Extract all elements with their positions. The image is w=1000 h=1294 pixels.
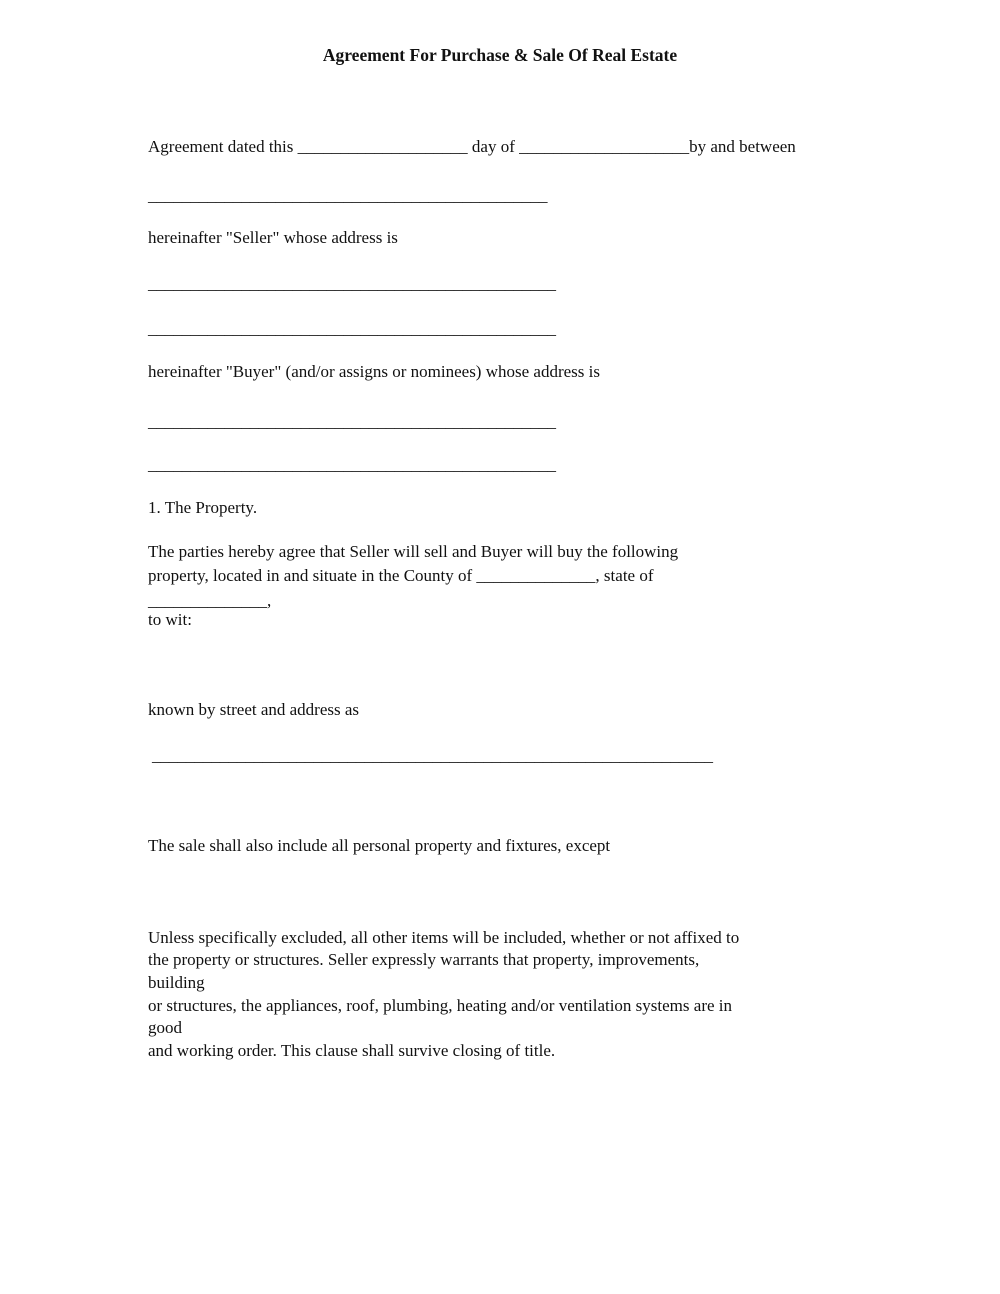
state-blank: ______________, [148, 591, 272, 610]
buyer-address-blank-1: ________________________________________________ [148, 412, 556, 431]
property-paragraph-line-2: property, located in and situate in the County of ______________, state of [148, 566, 654, 585]
closing-paragraph-line-1: Unless specifically excluded, all other items will be included, whether or not affixed to [148, 928, 740, 947]
seller-address-blank-2: ________________________________________________ [148, 319, 556, 338]
closing-paragraph-line-5: good [148, 1018, 182, 1037]
buyer-address-blank-2: ________________________________________________ [148, 455, 556, 474]
property-paragraph-line-1: The parties hereby agree that Seller will sell and Buyer will buy the following [148, 542, 679, 561]
street-address-blank: __________________________________________________________________ [152, 746, 713, 765]
seller-address-blank-1: ________________________________________________ [148, 274, 556, 293]
to-wit-line: to wit: [148, 610, 192, 629]
sale-include-line: The sale shall also include all personal property and fixtures, except [148, 836, 611, 855]
document-title: Agreement For Purchase & Sale Of Real Estate [322, 45, 678, 65]
buyer-clause: hereinafter "Buyer" (and/or assigns or nominees) whose address is [148, 362, 600, 381]
closing-paragraph-line-6: and working order. This clause shall survive closing of title. [148, 1041, 556, 1060]
closing-paragraph-line-3: building [148, 973, 205, 992]
closing-paragraph-line-2: the property or structures. Seller expressly warrants that property, improvements, [148, 950, 700, 969]
agreement-date-line: Agreement dated this ____________________ day of ____________________by and between [148, 137, 796, 156]
closing-paragraph-line-4: or structures, the appliances, roof, plumbing, heating and/or ventilation systems are in [148, 996, 732, 1015]
section-1-heading: 1. The Property. [148, 498, 258, 517]
known-by-street-line: known by street and address as [148, 700, 360, 719]
seller-clause: hereinafter "Seller" whose address is [148, 228, 398, 247]
parties-name-blank: _______________________________________________ [148, 186, 548, 205]
